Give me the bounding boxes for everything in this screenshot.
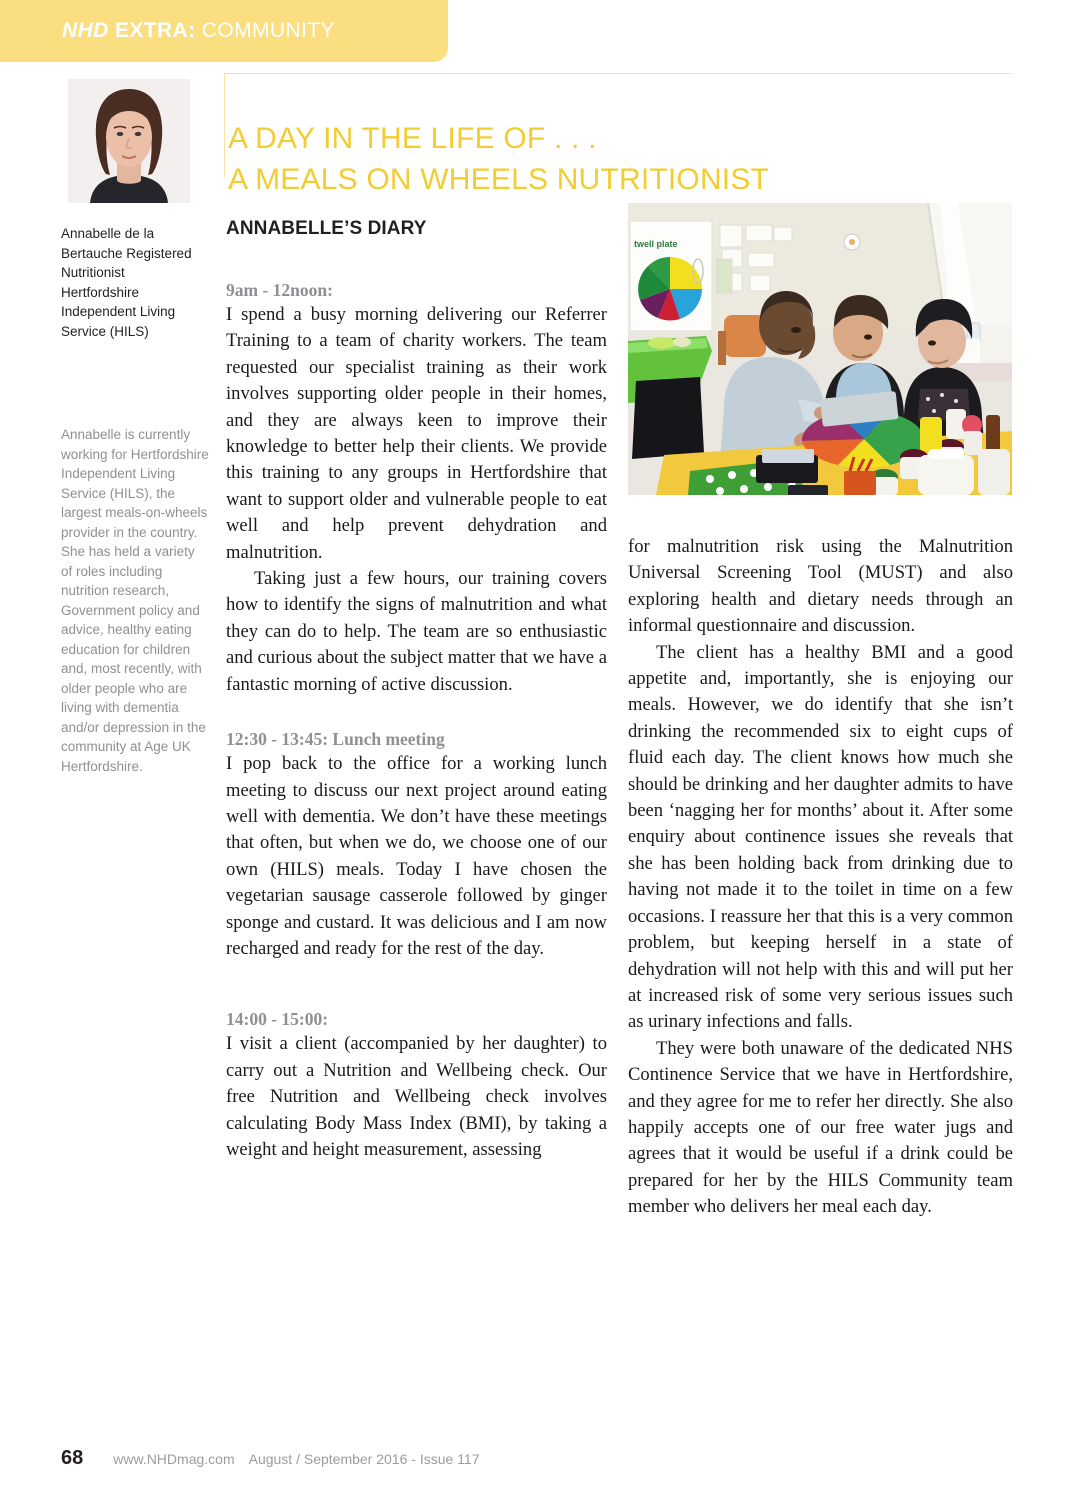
diary-entry-time: 9am - 12noon: xyxy=(226,280,333,300)
author-portrait xyxy=(68,79,190,203)
diary-entry-paragraph: Taking just a few hours, our training covers how to identify the signs of malnutrition and what they can do to help. The team are so enthusiastic and curious about the subject matter that we have a fantastic morning of active discussion. xyxy=(226,568,607,695)
banner-extra: EXTRA xyxy=(114,19,189,42)
page-number: 68 xyxy=(61,1447,84,1469)
article-paragraph: They were both unaware of the dedicated NHS Continence Service that we have in Hertfordshire, and they agree for me to refer her directly. She also happily accepts one of our free water jugs and agrees that it would be useful if a drink could be prepared for her by the HILS Community team member who delivers her meal each day. xyxy=(628,1037,1013,1218)
right-column xyxy=(628,534,1013,1221)
author-bio: Annabelle is currently working for Hertfordshire Independent Living Service (HILS), the largest meals-on-wheels provider in the country. She has held a variety of roles including nutrition research, Government policy and advice, healthy eating education for children and, most recently, with older people who are living with dementia and/or depression in the community at Age UK Hertfordshire. xyxy=(61,427,209,774)
banner-brand: NHD xyxy=(62,19,109,42)
page-footer xyxy=(61,1447,480,1470)
banner-section: COMMUNITY xyxy=(201,19,335,42)
article-paragraph: The client has a healthy BMI and a good appetite and, importantly, she is enjoying our meals. However, we do identify that she isn’t drinking the recommended six to eight cups of fluid each day. The client knows how much she should be drinking and her daughter admits to have been ‘nagging her for months’ about it. After some enquiry about continence issues she reveals that she has been holding back from drinking due to having not made it to the toilet in time on a few occasions. I reassure her that this is a very common problem, but keeping herself in a state of dehydration will not help with this and will put her at increased risk of some very serious issues such as urinary infections and falls. xyxy=(628,641,1013,1033)
author-portrait-image xyxy=(68,79,190,203)
page-title-line1: A DAY IN THE LIFE OF . . . xyxy=(228,122,597,156)
author-caption: Annabelle de la Bertauche Registered Nutritionist Hertfordshire Independent Living Service (HILS) xyxy=(61,226,192,339)
diary-heading: ANNABELLE’S DIARY xyxy=(226,218,427,239)
diary-entry xyxy=(226,728,607,962)
diary-entry xyxy=(226,279,607,698)
footer-website: www.NHDmag.com xyxy=(113,1451,235,1467)
article-photo-image xyxy=(628,203,1012,495)
article-photo xyxy=(628,203,1012,495)
diary-entry-time: 12:30 - 13:45: Lunch meeting xyxy=(226,729,445,750)
diary-entry-paragraph: I pop back to the office for a working lunch meeting to discuss our next project around eating well with dementia. We don’t have these meetings that often, but when we do, we choose one of our own (HILS) meals. Today I have chosen the vegetarian sausage casserole followed by ginger sponge and custard. It was delicious and I am now recharged and ready for the rest of the day. xyxy=(226,753,607,959)
left-column xyxy=(226,218,607,1163)
page-title-line2: A MEALS ON WHEELS NUTRITIONIST xyxy=(228,163,770,197)
paragraph-spacer xyxy=(226,698,607,728)
section-banner xyxy=(0,0,448,62)
paragraph-spacer xyxy=(226,962,607,1008)
diary-entry-paragraph: I visit a client (accompanied by her daughter) to carry out a Nutrition and Wellbeing check. Our free Nutrition and Wellbeing check involves calculating Body Mass Index (BMI), by taking a weight and height measurement, assessing xyxy=(226,1033,607,1160)
banner-separator: : xyxy=(188,19,196,42)
header-divider xyxy=(224,73,1011,74)
header-divider-left xyxy=(224,73,225,177)
svg-text:twell plate: twell plate xyxy=(634,239,678,249)
banner-label xyxy=(0,19,335,43)
diary-entry xyxy=(226,1008,607,1163)
page-title xyxy=(228,118,1018,200)
diary-entry-paragraph: I spend a busy morning delivering our Referrer Training to a team of charity workers. The team requested our specialist training as their work involves supporting older people in their homes, and they are always keen to improve their knowledge to better help their clients. We provide this training to any groups in Hertfordshire that want to support older and vulnerable people to eat well and help prevent dehydration and malnutrition. xyxy=(226,304,607,563)
article-paragraph: for malnutrition risk using the Malnutrition Universal Screening Tool (MUST) and also exploring health and dietary needs through an informal questionnaire and discussion. xyxy=(628,536,1013,637)
footer-issue: August / September 2016 - Issue 117 xyxy=(248,1451,480,1467)
diary-entry-time: 14:00 - 15:00: xyxy=(226,1009,329,1030)
